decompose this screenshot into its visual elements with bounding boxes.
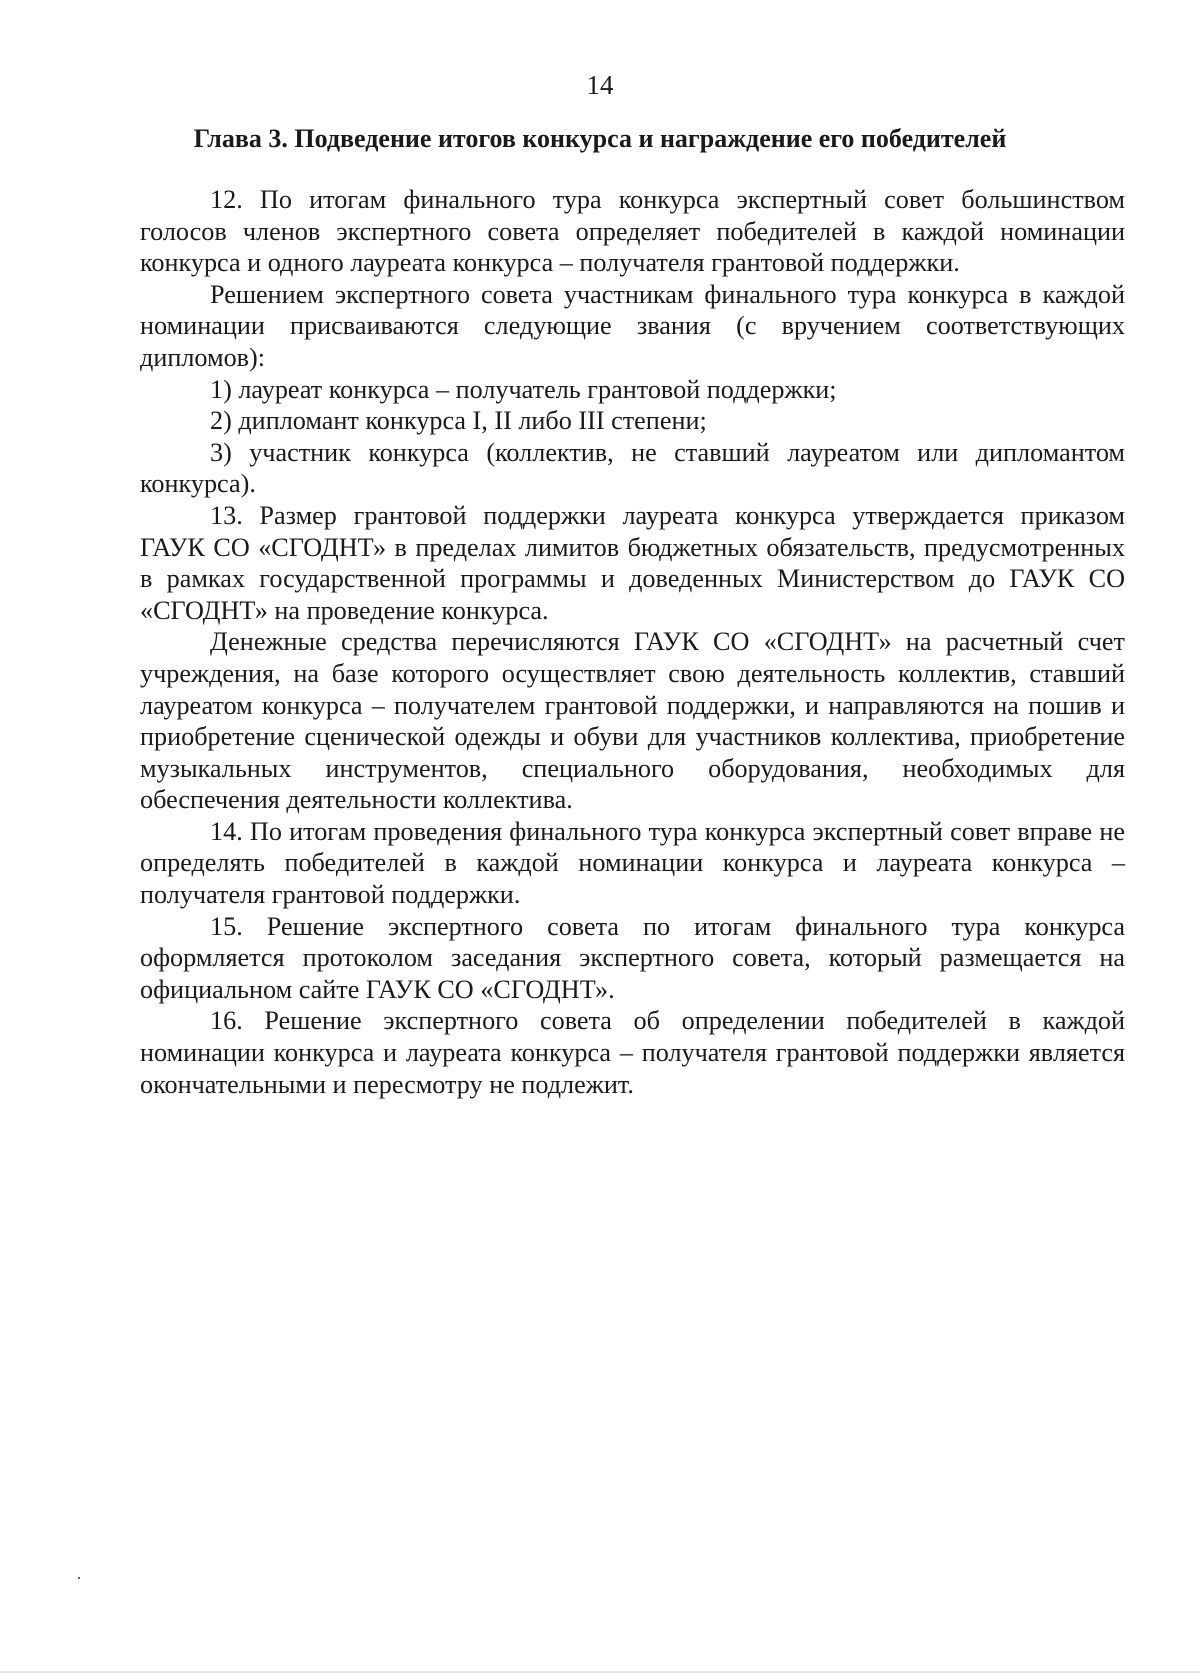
paragraph-12: 12. По итогам финального тура конкурса экспертный совет большинством голосов членов экспертного совета определяет победителей в каждой номинации конкурса и одного лауреата конкурса – получателя грантовой поддержки. [140,185,1125,278]
scan-speck [78,1577,80,1579]
chapter-title: Глава 3. Подведение итогов конкурса и награждение его победителей [193,124,1007,153]
paragraph-14: 14. По итогам проведения финального тура конкурса экспертный совет вправе не определять победителей в каждой номинации конкурса и лауреата конкурса – получателя грантовой поддержки. [140,816,1125,910]
list-item-1: 1) лауреат конкурса – получатель грантовой поддержки; [210,374,837,404]
paragraph-funds: Денежные средства перечисляются ГАУК СО «СГОДНТ» на расчетный счет учреждения, на базе которого осуществляет свою деятельность коллектив, ставший лауреатом конкурса – получателем грантовой поддержки, и направляются на пошив и приобретение сценической одежды и обуви для участников коллектива, приобретение музыкальных инструментов, специального оборудования, необходимых для обеспечения деятельности коллектива. [140,627,1125,815]
page-number: 14 [586,70,614,100]
paragraph-16: 16. Решение экспертного совета об определении победителей в каждой номинации конкурса и лауреата конкурса – получателя грантовой поддержки является окончательными и пересмотру не подлежит. [140,1006,1125,1099]
paragraph-13: 13. Размер грантовой поддержки лауреата конкурса утверждается приказом ГАУК СО «СГОДНТ» в пределах лимитов бюджетных обязательств, предусмотренных в рамках государственной программы и доведенных Министерством до ГАУК СО «СГОДНТ» на проведение конкурса. [140,500,1125,625]
paragraph-titles-intro: Решением экспертного совета участникам финального тура конкурса в каждой номинации присваиваются следующие звания (с вручением соответствующих дипломов): [140,279,1125,372]
list-item-2: 2) дипломант конкурса I, II либо III степени; [210,406,707,436]
list-item-3: 3) участник конкурса (коллектив, не ставший лауреатом или дипломантом конкурса). [140,437,1125,499]
scan-bottom-edge [0,1671,1200,1673]
paragraph-15: 15. Решение экспертного совета по итогам финального тура конкурса оформляется протоколом заседания экспертного совета, который размещается на официальном сайте ГАУК СО «СГОДНТ». [140,911,1125,1004]
document-body [140,184,1125,1100]
